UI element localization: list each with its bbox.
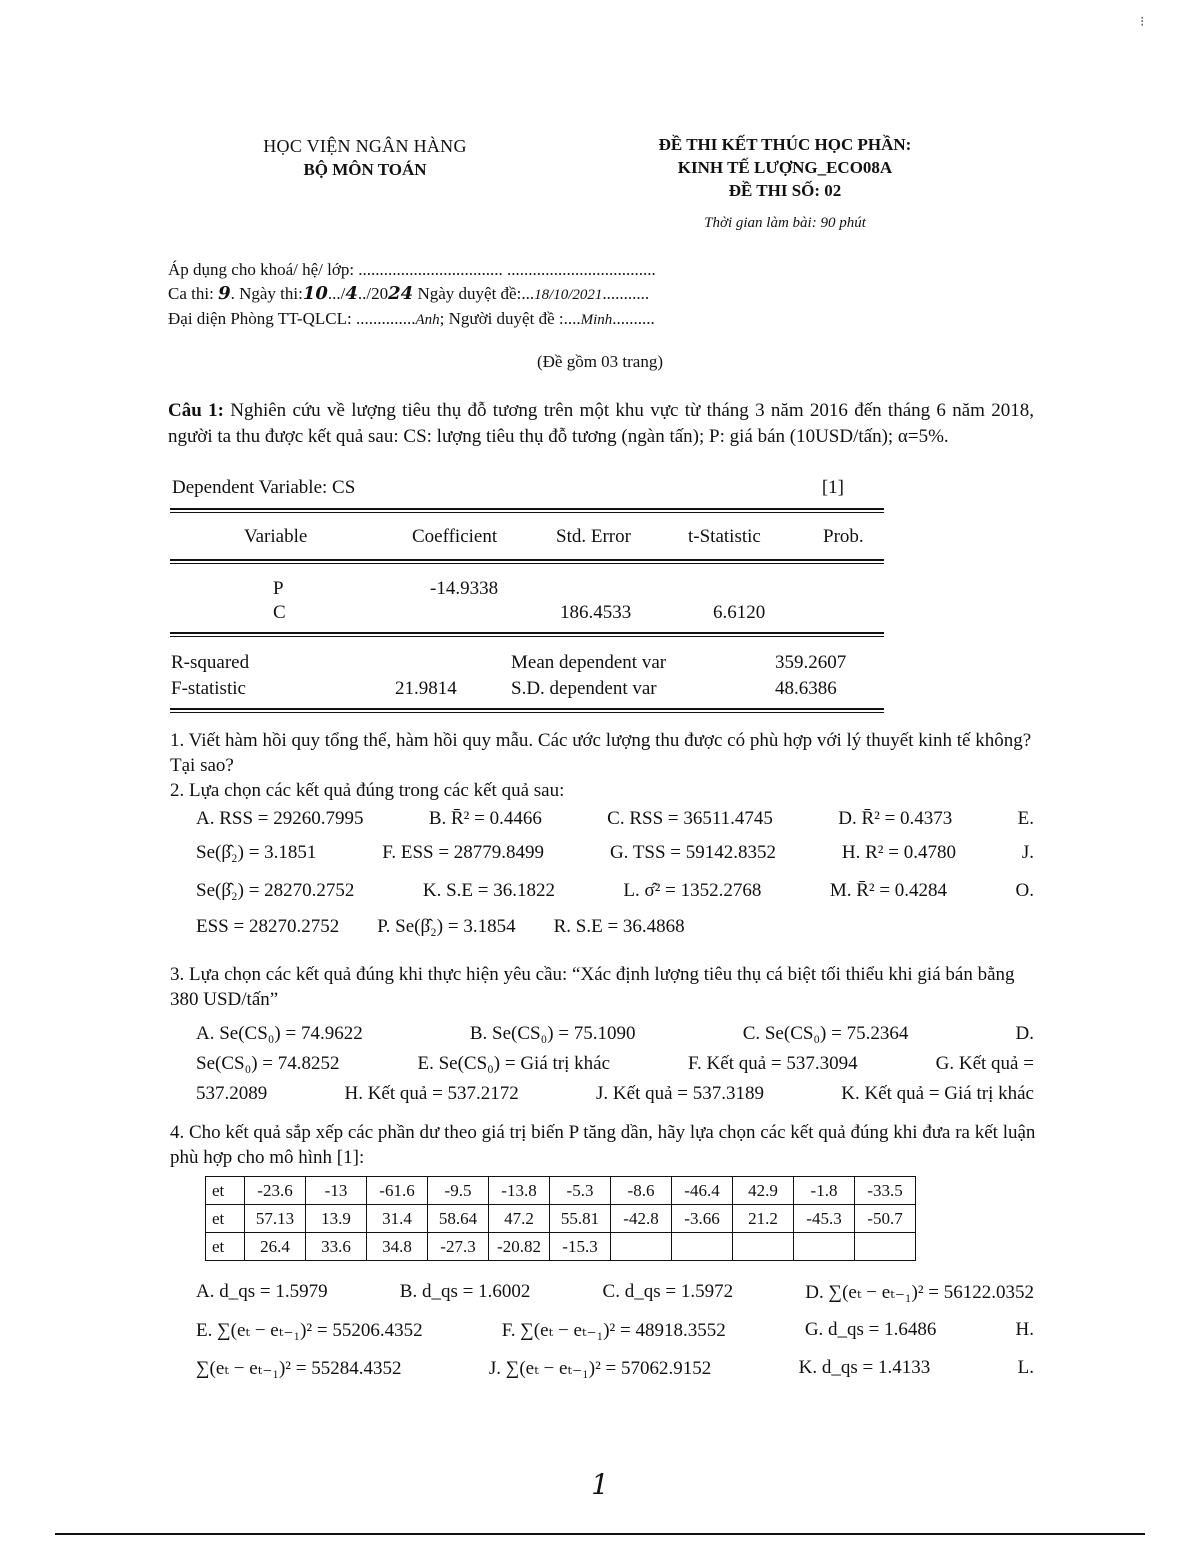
- q2-option: C. RSS = 36511.4745: [607, 808, 773, 829]
- sub-question-1: 1. Viết hàm hồi quy tổng thể, hàm hồi quy mẫu. Các ước lượng thu được có phù hợp với lý thuyết kinh tế không? Tại sao?: [170, 730, 1032, 776]
- q3-option: B. Se(CS₀) = 75.1090: [469, 1023, 636, 1044]
- residual-cell: -46.4: [672, 1177, 733, 1205]
- q3-option: E. Se(CS₀) = Giá trị khác: [417, 1053, 611, 1074]
- residual-cell: 26.4: [245, 1233, 306, 1261]
- q4-option: C. d_qs = 1.5972: [602, 1281, 734, 1302]
- footer-rule: [55, 1533, 1145, 1535]
- table-row: [206, 1233, 916, 1261]
- department-name: BỘ MÔN TOÁN: [303, 160, 427, 179]
- residual-cell: 31.4: [367, 1205, 428, 1233]
- q3-option: D.: [1015, 1023, 1034, 1044]
- q2-option: F. ESS = 28779.8499: [382, 842, 545, 863]
- q4-option: H.: [1015, 1319, 1034, 1340]
- stat-sd-dependent-value: 48.6386: [775, 678, 837, 699]
- stat-f-statistic-label: F-statistic: [171, 678, 246, 699]
- q2-option: E.: [1017, 808, 1034, 829]
- exam-duration: Thời gian làm bài: 90 phút: [704, 215, 866, 231]
- row-p-coefficient: -14.9338: [430, 578, 499, 599]
- residual-cell: -61.6: [367, 1177, 428, 1205]
- residual-cell: 47.2: [489, 1205, 550, 1233]
- dependent-variable-line: [172, 477, 844, 499]
- residual-cell: -5.3: [550, 1177, 611, 1205]
- corner-mark: ⁝: [1140, 15, 1145, 30]
- residual-cell: -27.3: [428, 1233, 489, 1261]
- q4-option: L.: [1017, 1357, 1034, 1378]
- q3-option: J. Kết quả = 537.3189: [596, 1083, 765, 1104]
- q3-option: K. Kết quả = Giá trị khác: [841, 1083, 1034, 1104]
- residual-cell: -42.8: [611, 1205, 672, 1233]
- q2-option: P. Se(β̂₂) = 3.1854: [377, 916, 516, 937]
- residual-cell: -33.5: [855, 1177, 916, 1205]
- table-top-rule-inner: [170, 512, 884, 513]
- model-tag: [1]: [821, 477, 844, 498]
- residual-cell: [794, 1233, 855, 1261]
- q3-option: A. Se(CS₀) = 74.9622: [196, 1023, 363, 1044]
- q2-option-row: [196, 842, 1034, 864]
- stat-r-squared-label: R-squared: [171, 652, 250, 673]
- residual-table: [205, 1176, 916, 1261]
- residual-cell: 55.81: [550, 1205, 611, 1233]
- residual-cell: -15.3: [550, 1233, 611, 1261]
- course-name: KINH TẾ LƯỢNG_ECO08A: [677, 158, 893, 177]
- col-header-t-statistic: t-Statistic: [688, 526, 761, 547]
- session-value: 9: [218, 283, 231, 304]
- col-header-prob: Prob.: [823, 526, 864, 547]
- residual-cell: -23.6: [245, 1177, 306, 1205]
- signature-line: Đại diện Phòng TT-QLCL: ..............Anh; Người duyệt đề :....Minh..........: [168, 309, 655, 328]
- q2-option: B. R̄² = 0.4466: [428, 808, 542, 829]
- header-rule-inner: [170, 563, 884, 564]
- exam-date-year: 24: [388, 283, 414, 304]
- institution-name: HỌC VIỆN NGÂN HÀNG: [263, 136, 467, 156]
- q2-option: K. S.E = 36.1822: [422, 880, 555, 901]
- question-1-text: Nghiên cứu về lượng tiêu thụ đỗ tương trên một khu vực từ tháng 3 năm 2016 đến tháng 6 năm 2018, người ta thu được kết quả sau: CS: lượng tiêu thụ đỗ tương (ngàn tấn); P: giá bán (10USD/tấn); α=5%.: [168, 400, 1034, 447]
- q3-option: F. Kết quả = 537.3094: [688, 1053, 858, 1074]
- exam-meta: [168, 258, 656, 332]
- exam-number: ĐỀ THI SỐ: 02: [728, 181, 842, 200]
- page-number: 1: [591, 1468, 609, 1501]
- residual-cell: 21.2: [733, 1205, 794, 1233]
- question-1-intro: [168, 398, 1034, 450]
- stat-f-statistic-value: 21.9814: [395, 678, 457, 699]
- q3-option: H. Kết quả = 537.2172: [344, 1083, 519, 1104]
- q2-option: D. R̄² = 0.4373: [838, 808, 953, 829]
- q4-option: D. ∑(eₜ − eₜ₋₁)² = 56122.0352: [805, 1282, 1034, 1303]
- q2-option: ESS = 28270.2752: [196, 916, 340, 937]
- col-header-std-error: Std. Error: [556, 526, 631, 547]
- q2-option-row: [196, 880, 1034, 902]
- question-1-label: Câu 1:: [168, 400, 224, 421]
- table-row: [206, 1205, 916, 1233]
- header-rule: [170, 559, 884, 561]
- apply-line: Áp dụng cho khoá/ hệ/ lớp: .................................. ...................................: [168, 260, 656, 279]
- col-header-variable: Variable: [244, 526, 308, 547]
- q2-option: J.: [1021, 842, 1034, 863]
- q4-option: F. ∑(eₜ − eₜ₋₁)² = 48918.3552: [501, 1320, 726, 1341]
- q2-option: A. RSS = 29260.7995: [196, 808, 364, 829]
- q4-option: G. d_qs = 1.6486: [804, 1319, 937, 1340]
- residual-cell: [855, 1233, 916, 1261]
- session-label: Ca thi:: [168, 284, 214, 303]
- residual-cell: -3.66: [672, 1205, 733, 1233]
- exam-header: [600, 133, 970, 235]
- page-count-note: (Đề gồm 03 trang): [536, 352, 664, 371]
- col-header-coefficient: Coefficient: [412, 526, 498, 547]
- rep-signature: Anh: [415, 312, 440, 328]
- row-c-variable: C: [273, 602, 286, 623]
- exam-date-label: Ngày thi:: [239, 284, 303, 303]
- residual-cell: -13.8: [489, 1177, 550, 1205]
- q4-option: B. d_qs = 1.6002: [399, 1281, 531, 1302]
- residual-cell: -45.3: [794, 1205, 855, 1233]
- row-c-std-error: 186.4533: [560, 602, 632, 623]
- q3-option: C. Se(CS₀) = 75.2364: [742, 1023, 909, 1044]
- rep-label: Đại diện Phòng TT-QLCL: ..............: [168, 309, 416, 328]
- residual-row-label: et: [206, 1177, 245, 1205]
- residual-cell: 13.9: [306, 1205, 367, 1233]
- sub-question-4: 4. Cho kết quả sắp xếp các phần dư theo giá trị biến P tăng dần, hãy lựa chọn các kết quả đúng khi đưa ra kết luận phù hợp cho mô hình [1]:: [170, 1122, 1036, 1168]
- q2-option-row: [196, 808, 1034, 830]
- body-rule-inner: [170, 636, 884, 637]
- body-rule: [170, 632, 884, 634]
- approve-date-label: Ngày duyệt đề:...: [417, 284, 535, 303]
- stat-sd-dependent-label: S.D. dependent var: [511, 678, 657, 699]
- q3-option: 537.2089: [196, 1083, 268, 1104]
- session-line: Ca thi: 9. Ngày thi:10.../4../2024 Ngày duyệt đề:...18/10/2021...........: [168, 283, 650, 304]
- institution-header: [210, 135, 520, 181]
- q4-option: K. d_qs = 1.4133: [798, 1357, 931, 1378]
- residual-cell: -50.7: [855, 1205, 916, 1233]
- q4-option: E. ∑(eₜ − eₜ₋₁)² = 55206.4352: [196, 1320, 423, 1341]
- q3-option: G. Kết quả =: [935, 1053, 1034, 1074]
- residual-cell: 33.6: [306, 1233, 367, 1261]
- dependent-variable: Dependent Variable: CS: [172, 477, 356, 498]
- residual-cell: 58.64: [428, 1205, 489, 1233]
- exam-title: ĐỀ THI KẾT THÚC HỌC PHẦN:: [658, 135, 912, 154]
- table-row: [206, 1177, 916, 1205]
- q4-option: A. d_qs = 1.5979: [196, 1281, 328, 1302]
- table-top-rule: [170, 508, 884, 510]
- q3-option-row: [196, 1083, 1034, 1105]
- q4-option-row: [196, 1281, 1034, 1304]
- residual-cell: [611, 1233, 672, 1261]
- row-c-t-statistic: 6.6120: [713, 602, 766, 623]
- sub-question-2: 2. Lựa chọn các kết quả đúng trong các kết quả sau:: [170, 780, 565, 801]
- q4-option-row: [196, 1357, 1034, 1380]
- residual-cell: [672, 1233, 733, 1261]
- q2-option: R. S.E = 36.4868: [553, 916, 685, 937]
- stat-mean-dependent-label: Mean dependent var: [511, 652, 667, 673]
- residual-cell: -8.6: [611, 1177, 672, 1205]
- exam-date-day: 10: [302, 283, 328, 304]
- q2-option: G. TSS = 59142.8352: [609, 842, 777, 863]
- exam-date-month: 4: [345, 283, 358, 304]
- residual-cell: 34.8: [367, 1233, 428, 1261]
- q3-option: Se(CS₀) = 74.8252: [196, 1053, 340, 1074]
- q2-option: M. R̄² = 0.4284: [829, 880, 948, 901]
- q2-option: Se(β̂₂) = 28270.2752: [196, 880, 355, 901]
- row-p-variable: P: [273, 578, 284, 599]
- residual-row-label: et: [206, 1205, 245, 1233]
- q2-option: Se(β̂₂) = 3.1851: [196, 842, 317, 863]
- q2-option: H. R² = 0.4780: [841, 842, 956, 863]
- residual-cell: 42.9: [733, 1177, 794, 1205]
- q4-option-row: [196, 1319, 1034, 1342]
- residual-cell: [733, 1233, 794, 1261]
- approver-label: ; Người duyệt đề :....: [439, 309, 581, 328]
- q2-option: O.: [1015, 880, 1034, 901]
- residual-cell: -20.82: [489, 1233, 550, 1261]
- residual-cell: -1.8: [794, 1177, 855, 1205]
- q3-option-row: [196, 1053, 1034, 1075]
- q3-option-row: [196, 1023, 1034, 1045]
- table-bottom-rule: [170, 708, 884, 710]
- residual-row-label: et: [206, 1233, 245, 1261]
- residual-cell: -9.5: [428, 1177, 489, 1205]
- approve-date-value: 18/10/2021: [534, 287, 603, 303]
- q2-option-row: [196, 916, 796, 938]
- exam-date-year-prefix: /20: [366, 284, 389, 303]
- stat-mean-dependent-value: 359.2607: [775, 652, 847, 673]
- sub-question-3: 3. Lựa chọn các kết quả đúng khi thực hiện yêu cầu: “Xác định lượng tiêu thụ cá biệt tối thiểu khi giá bán bằng 380 USD/tấn”: [170, 964, 1015, 1010]
- q2-option: L. σ̂² = 1352.2768: [623, 880, 762, 901]
- q4-option: J. ∑(eₜ − eₜ₋₁)² = 57062.9152: [488, 1358, 712, 1379]
- residual-cell: -13: [306, 1177, 367, 1205]
- table-bottom-rule-inner: [170, 712, 884, 713]
- approver-signature: Minh: [580, 312, 613, 328]
- residual-cell: 57.13: [245, 1205, 306, 1233]
- q4-option: ∑(eₜ − eₜ₋₁)² = 55284.4352: [196, 1358, 402, 1379]
